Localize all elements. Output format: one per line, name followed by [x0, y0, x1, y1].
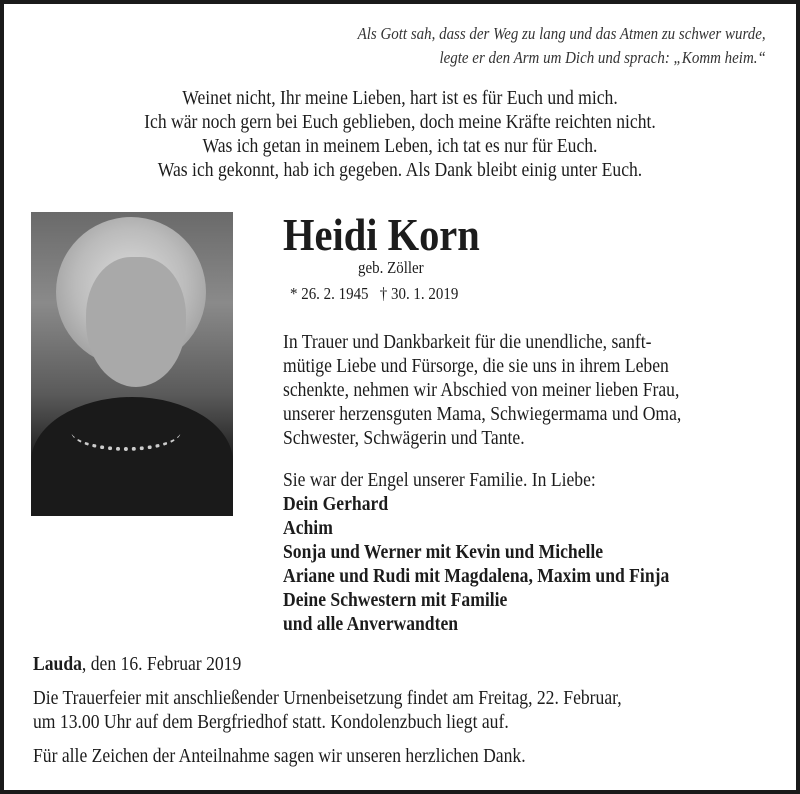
date: , den 16. Februar 2019: [81, 653, 242, 675]
poem-line: Was ich gekonnt, hab ich gegeben. Als Dank bleibt einig unter Euch.: [157, 159, 643, 181]
mourner: Deine Schwestern mit Familie: [283, 589, 508, 611]
ceremony-line: Die Trauerfeier mit anschließender Urnenbeisetzung findet am Freitag, 22. Februar,: [33, 687, 622, 709]
deceased-name: Heidi Korn: [283, 209, 480, 260]
place: Lauda: [33, 653, 82, 675]
mourner: Sonja und Werner mit Kevin und Michelle: [283, 541, 604, 563]
portrait-photo: [31, 212, 233, 516]
quote-line: Als Gott sah, dass der Weg zu lang und das Atmen zu schwer wurde,: [358, 24, 766, 43]
quote-line: legte er den Arm um Dich und sprach: „Komm heim.“: [439, 48, 766, 67]
maiden-name: geb. Zöller: [358, 258, 424, 277]
poem-line: Weinet nicht, Ihr meine Lieben, hart ist es für Euch und mich.: [182, 87, 618, 109]
mourner: Achim: [283, 517, 333, 539]
thanks-line: Für alle Zeichen der Anteilnahme sagen wir unseren herzlichen Dank.: [33, 745, 526, 767]
text-line: In Trauer und Dankbarkeit für die unendliche, sanft-: [283, 331, 652, 353]
mourner: Ariane und Rudi mit Magdalena, Maxim und Finja: [283, 565, 670, 587]
obituary-notice: [4, 4, 796, 790]
mourner: Dein Gerhard: [283, 493, 389, 515]
text-line: Schwester, Schwägerin und Tante.: [283, 427, 525, 449]
mourner: und alle Anverwandten: [283, 613, 459, 635]
text-line: schenkte, nehmen wir Abschied von meiner lieben Frau,: [283, 379, 680, 401]
life-dates: * 26. 2. 1945 † 30. 1. 2019: [290, 284, 459, 303]
text-line: mütige Liebe und Fürsorge, die sie uns in ihrem Leben: [283, 355, 669, 377]
poem-line: Was ich getan in meinem Leben, ich tat es nur für Euch.: [202, 135, 598, 157]
poem-line: Ich wär noch gern bei Euch geblieben, doch meine Kräfte reichten nicht.: [144, 111, 656, 133]
mourners-intro: Sie war der Engel unserer Familie. In Liebe:: [283, 469, 596, 491]
ceremony-line: um 13.00 Uhr auf dem Bergfriedhof statt. Kondolenzbuch liegt auf.: [33, 711, 509, 733]
text-line: unserer herzensguten Mama, Schwiegermama und Oma,: [283, 403, 682, 425]
place-date: [33, 652, 241, 676]
